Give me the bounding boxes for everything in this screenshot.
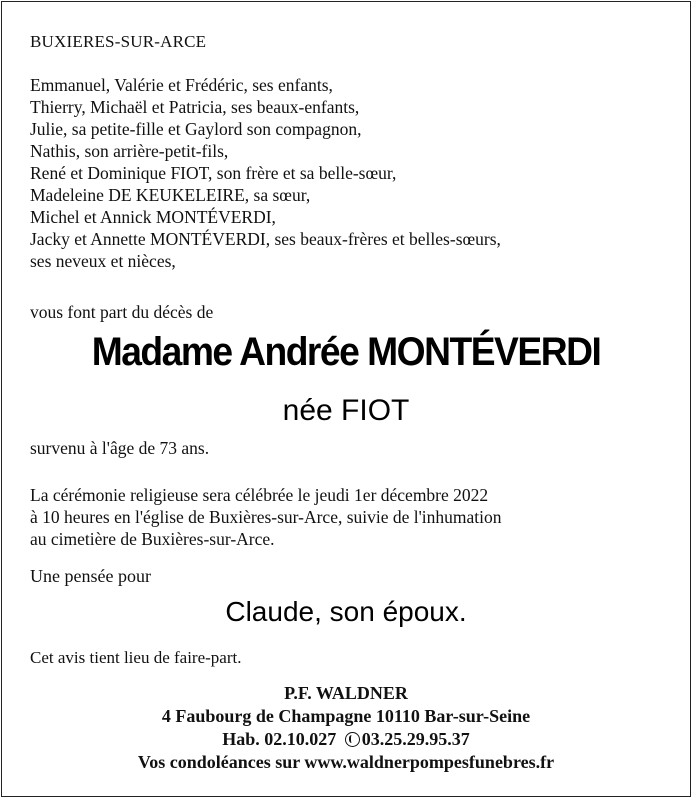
family-line: Thierry, Michaël et Patricia, ses beaux-enfants, xyxy=(30,97,360,117)
town-heading: BUXIERES-SUR-ARCE xyxy=(30,32,207,51)
deceased-name: Madame Andrée MONTÉVERDI xyxy=(91,330,601,374)
ceremony-line: La cérémonie religieuse sera célébrée le jeudi 1er décembre 2022 xyxy=(30,485,489,505)
funeral-home-name: P.F. WALDNER xyxy=(284,683,408,703)
thought-text: Une pensée pour xyxy=(30,566,151,586)
funeral-home-contact xyxy=(2,728,690,751)
family-list xyxy=(30,74,501,272)
family-line: Madeleine DE KEUKELEIRE, sa sœur, xyxy=(30,185,311,205)
phone-icon xyxy=(345,732,360,747)
ceremony-line: à 10 heures en l'église de Buxières-sur-Arce, suivie de l'inhumation xyxy=(30,507,502,527)
funeral-home-address: 4 Faubourg de Champagne 10110 Bar-sur-Seine xyxy=(161,706,531,726)
funeral-home-block xyxy=(2,682,690,774)
family-line: Nathis, son arrière-petit-fils, xyxy=(30,141,229,161)
husband-tribute: Claude, son époux. xyxy=(225,596,467,627)
ceremony-line: au cimetière de Buxières-sur-Arce. xyxy=(30,529,275,549)
condolences-line: Vos condoléances sur www.waldnerpompesfunebres.fr xyxy=(137,752,555,772)
obituary-notice xyxy=(1,1,691,797)
maiden-name: née FIOT xyxy=(282,394,410,427)
ceremony-details xyxy=(30,484,502,550)
family-line: Jacky et Annette MONTÉVERDI, ses beaux-frères et belles-sœurs, xyxy=(30,229,501,249)
family-line: Emmanuel, Valérie et Frédéric, ses enfants, xyxy=(30,75,333,95)
family-line: René et Dominique FIOT, son frère et sa belle-sœur, xyxy=(30,163,397,183)
family-line: ses neveux et nièces, xyxy=(30,251,176,271)
family-line: Michel et Annick MONTÉVERDI, xyxy=(30,207,276,227)
habilitation-number: Hab. 02.10.027 xyxy=(222,729,337,749)
announcement-intro: vous font part du décès de xyxy=(30,302,214,322)
family-line: Julie, sa petite-fille et Gaylord son compagnon, xyxy=(30,119,362,139)
age-text: survenu à l'âge de 73 ans. xyxy=(30,438,210,458)
phone-number: 03.25.29.95.37 xyxy=(361,729,470,749)
notice-text: Cet avis tient lieu de faire-part. xyxy=(30,648,242,667)
